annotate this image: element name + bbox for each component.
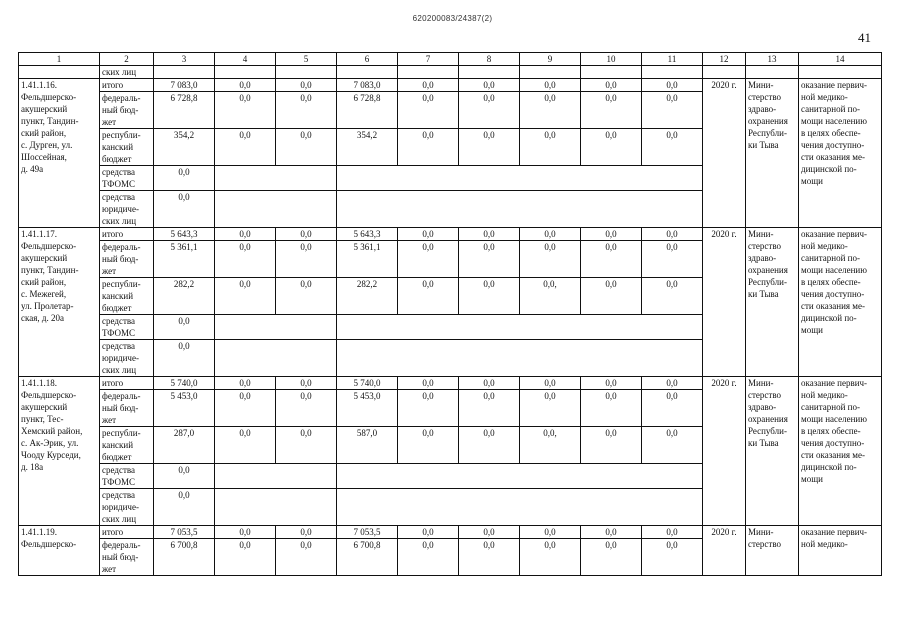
empty-span-a (215, 191, 337, 228)
funding-source-label: средства ТФОМС (100, 315, 154, 340)
value-cell: 0,0 (581, 228, 642, 241)
value-cell: 5 453,0 (337, 390, 398, 427)
value-cell: 0,0 (581, 539, 642, 576)
value-cell: 6 700,8 (337, 539, 398, 576)
funding-source-label: федераль- ный бюд- жет (100, 92, 154, 129)
value-cell: 6 728,8 (154, 92, 215, 129)
value-cell: 0,0 (276, 526, 337, 539)
value-cell: 0,0 (215, 129, 276, 166)
value-cell: 0,0 (520, 92, 581, 129)
year-cell: 2020 г. (703, 377, 746, 526)
carry-over-cell-3 (154, 66, 215, 79)
carry-over-cell-7 (398, 66, 459, 79)
carry-over-cell-14 (799, 66, 882, 79)
funding-source-label: федераль- ный бюд- жет (100, 390, 154, 427)
carry-over-cell-8 (459, 66, 520, 79)
table-body (19, 53, 882, 576)
responsible-body-cell: Мини- стерство (746, 526, 799, 576)
document-id: 620200083/24387(2) (412, 14, 493, 23)
table-row (19, 377, 882, 390)
value-cell: 282,2 (337, 278, 398, 315)
funding-source-label: республи- канский бюджет (100, 278, 154, 315)
value-cell: 0,0 (398, 129, 459, 166)
value-cell: 0,0, (520, 427, 581, 464)
column-number-3: 3 (154, 53, 215, 66)
purpose-cell: оказание первич- ной медико- санитарной по- мощи населению в целях обеспе- чения доступно- сти оказания ме- дицинской по- мощи (799, 228, 882, 377)
value-cell: 0,0 (581, 129, 642, 166)
value-cell: 0,0 (398, 241, 459, 278)
value-cell: 0,0 (520, 377, 581, 390)
value-cell: 5 643,3 (154, 228, 215, 241)
empty-span-b (337, 464, 703, 489)
value-cell: 0,0 (642, 390, 703, 427)
value-cell: 7 083,0 (154, 79, 215, 92)
value-cell: 0,0 (642, 129, 703, 166)
value-cell: 0,0 (581, 278, 642, 315)
value-cell: 0,0 (642, 427, 703, 464)
empty-span-a (215, 315, 337, 340)
empty-span-a (215, 464, 337, 489)
column-number-14: 14 (799, 53, 882, 66)
value-cell: 0,0 (642, 526, 703, 539)
value-cell: 0,0 (581, 92, 642, 129)
value-cell: 0,0 (520, 241, 581, 278)
object-name-cell: 1.41.1.17. Фельдшерско- акушерский пункт, Тандин- ский район, с. Межегей, ул. Пролетар- ская, д. 20а (19, 228, 100, 377)
value-cell: 0,0 (459, 278, 520, 315)
value-cell: 0,0 (276, 377, 337, 390)
value-cell: 0,0 (215, 92, 276, 129)
column-number-8: 8 (459, 53, 520, 66)
funding-source-label: итого (100, 228, 154, 241)
responsible-body-cell: Мини- стерство здраво- охранения Республи- ки Тыва (746, 228, 799, 377)
value-cell: 0,0 (398, 427, 459, 464)
column-number-10: 10 (581, 53, 642, 66)
carry-over-cell-9 (520, 66, 581, 79)
value-cell: 5 453,0 (154, 390, 215, 427)
table-row (19, 526, 882, 539)
carry-over-cell-12 (703, 66, 746, 79)
column-number-6: 6 (337, 53, 398, 66)
value-cell: 0,0 (459, 129, 520, 166)
value-cell: 0,0 (215, 241, 276, 278)
column-number-13: 13 (746, 53, 799, 66)
value-cell: 0,0 (581, 390, 642, 427)
year-cell: 2020 г. (703, 228, 746, 377)
page-number: 41 (858, 30, 871, 45)
value-cell: 0,0 (581, 377, 642, 390)
funding-source-label: республи- канский бюджет (100, 427, 154, 464)
empty-span-a (215, 340, 337, 377)
funding-source-label: федераль- ный бюд- жет (100, 241, 154, 278)
value-cell: 0,0, (520, 278, 581, 315)
funding-source-label: средства ТФОМС (100, 166, 154, 191)
column-number-2: 2 (100, 53, 154, 66)
column-number-4: 4 (215, 53, 276, 66)
value-cell: 0,0 (581, 241, 642, 278)
value-cell: 0,0 (459, 79, 520, 92)
value-cell: 0,0 (154, 464, 215, 489)
empty-span-b (337, 166, 703, 191)
carry-over-row (19, 66, 882, 79)
value-cell: 7 083,0 (337, 79, 398, 92)
value-cell: 0,0 (398, 79, 459, 92)
column-number-7: 7 (398, 53, 459, 66)
carry-over-cell-13 (746, 66, 799, 79)
column-number-12: 12 (703, 53, 746, 66)
value-cell: 0,0 (276, 79, 337, 92)
value-cell: 0,0 (276, 278, 337, 315)
value-cell: 0,0 (398, 228, 459, 241)
value-cell: 0,0 (642, 377, 703, 390)
value-cell: 0,0 (642, 79, 703, 92)
funding-source-label: федераль- ный бюд- жет (100, 539, 154, 576)
value-cell: 0,0 (520, 539, 581, 576)
value-cell: 0,0 (642, 539, 703, 576)
responsible-body-cell: Мини- стерство здраво- охранения Республи- ки Тыва (746, 377, 799, 526)
value-cell: 5 643,3 (337, 228, 398, 241)
value-cell: 0,0 (459, 526, 520, 539)
value-cell: 0,0 (459, 241, 520, 278)
value-cell: 0,0 (276, 539, 337, 576)
value-cell: 0,0 (459, 377, 520, 390)
column-number-5: 5 (276, 53, 337, 66)
value-cell: 0,0 (276, 228, 337, 241)
funding-source-label: итого (100, 79, 154, 92)
carry-over-cell-1 (19, 66, 100, 79)
year-cell: 2020 г. (703, 526, 746, 576)
value-cell: 0,0 (459, 228, 520, 241)
carry-over-source-label: ских лиц (100, 66, 154, 79)
value-cell: 0,0 (459, 92, 520, 129)
value-cell: 287,0 (154, 427, 215, 464)
value-cell: 0,0 (215, 539, 276, 576)
empty-span-a (215, 166, 337, 191)
object-name-cell: 1.41.1.18. Фельдшерско- акушерский пункт, Тес- Хемский район, с. Ак-Эрик, ул. Чооду Курседи, д. 18а (19, 377, 100, 526)
funding-source-label: республи- канский бюджет (100, 129, 154, 166)
carry-over-cell-4 (215, 66, 276, 79)
funding-source-label: средства юридиче- ских лиц (100, 191, 154, 228)
value-cell: 5 740,0 (154, 377, 215, 390)
value-cell: 0,0 (581, 427, 642, 464)
value-cell: 0,0 (520, 390, 581, 427)
value-cell: 0,0 (398, 526, 459, 539)
column-number-row (19, 53, 882, 66)
column-number-11: 11 (642, 53, 703, 66)
value-cell: 0,0 (398, 390, 459, 427)
value-cell: 0,0 (276, 241, 337, 278)
value-cell: 0,0 (642, 278, 703, 315)
value-cell: 0,0 (642, 241, 703, 278)
value-cell: 7 053,5 (154, 526, 215, 539)
value-cell: 0,0 (215, 390, 276, 427)
value-cell: 0,0 (154, 191, 215, 228)
value-cell: 0,0 (154, 489, 215, 526)
carry-over-cell-11 (642, 66, 703, 79)
value-cell: 0,0 (398, 377, 459, 390)
empty-span-b (337, 191, 703, 228)
purpose-cell: оказание первич- ной медико- санитарной по- мощи населению в целях обеспе- чения доступно- сти оказания ме- дицинской по- мощи (799, 79, 882, 228)
value-cell: 0,0 (215, 278, 276, 315)
value-cell: 0,0 (154, 340, 215, 377)
value-cell: 0,0 (154, 166, 215, 191)
value-cell: 0,0 (459, 427, 520, 464)
value-cell: 0,0 (642, 92, 703, 129)
funding-source-label: средства ТФОМС (100, 464, 154, 489)
value-cell: 0,0 (276, 427, 337, 464)
purpose-cell: оказание первич- ной медико- (799, 526, 882, 576)
value-cell: 0,0 (398, 539, 459, 576)
value-cell: 5 361,1 (337, 241, 398, 278)
year-cell: 2020 г. (703, 79, 746, 228)
carry-over-cell-5 (276, 66, 337, 79)
object-name-cell: 1.41.1.19. Фельдшерско- (19, 526, 100, 576)
funding-source-label: итого (100, 526, 154, 539)
empty-span-b (337, 340, 703, 377)
table-row (19, 228, 882, 241)
carry-over-cell-6 (337, 66, 398, 79)
value-cell: 0,0 (215, 526, 276, 539)
value-cell: 0,0 (520, 129, 581, 166)
responsible-body-cell: Мини- стерство здраво- охранения Республи- ки Тыва (746, 79, 799, 228)
value-cell: 354,2 (337, 129, 398, 166)
column-number-1: 1 (19, 53, 100, 66)
value-cell: 6 728,8 (337, 92, 398, 129)
value-cell: 0,0 (215, 377, 276, 390)
object-name-cell: 1.41.1.16. Фельдшерско- акушерский пункт, Тандин- ский район, с. Дурген, ул. Шоссейная, д. 49а (19, 79, 100, 228)
empty-span-a (215, 489, 337, 526)
value-cell: 0,0 (215, 427, 276, 464)
empty-span-b (337, 489, 703, 526)
value-cell: 0,0 (276, 390, 337, 427)
funding-source-label: итого (100, 377, 154, 390)
value-cell: 0,0 (154, 315, 215, 340)
value-cell: 0,0 (520, 526, 581, 539)
value-cell: 587,0 (337, 427, 398, 464)
empty-span-b (337, 315, 703, 340)
carry-over-cell-10 (581, 66, 642, 79)
value-cell: 0,0 (520, 79, 581, 92)
value-cell: 0,0 (642, 228, 703, 241)
value-cell: 0,0 (276, 129, 337, 166)
budget-table (18, 52, 882, 576)
table-row (19, 79, 882, 92)
value-cell: 0,0 (276, 92, 337, 129)
value-cell: 5 740,0 (337, 377, 398, 390)
value-cell: 0,0 (459, 539, 520, 576)
value-cell: 0,0 (581, 526, 642, 539)
purpose-cell: оказание первич- ной медико- санитарной по- мощи населению в целях обеспе- чения доступно- сти оказания ме- дицинской по- мощи (799, 377, 882, 526)
value-cell: 0,0 (459, 390, 520, 427)
funding-source-label: средства юридиче- ских лиц (100, 340, 154, 377)
value-cell: 0,0 (398, 278, 459, 315)
value-cell: 282,2 (154, 278, 215, 315)
value-cell: 7 053,5 (337, 526, 398, 539)
column-number-9: 9 (520, 53, 581, 66)
value-cell: 354,2 (154, 129, 215, 166)
value-cell: 5 361,1 (154, 241, 215, 278)
value-cell: 0,0 (215, 79, 276, 92)
value-cell: 0,0 (398, 92, 459, 129)
value-cell: 0,0 (520, 228, 581, 241)
value-cell: 0,0 (581, 79, 642, 92)
funding-source-label: средства юридиче- ских лиц (100, 489, 154, 526)
value-cell: 0,0 (215, 228, 276, 241)
value-cell: 6 700,8 (154, 539, 215, 576)
